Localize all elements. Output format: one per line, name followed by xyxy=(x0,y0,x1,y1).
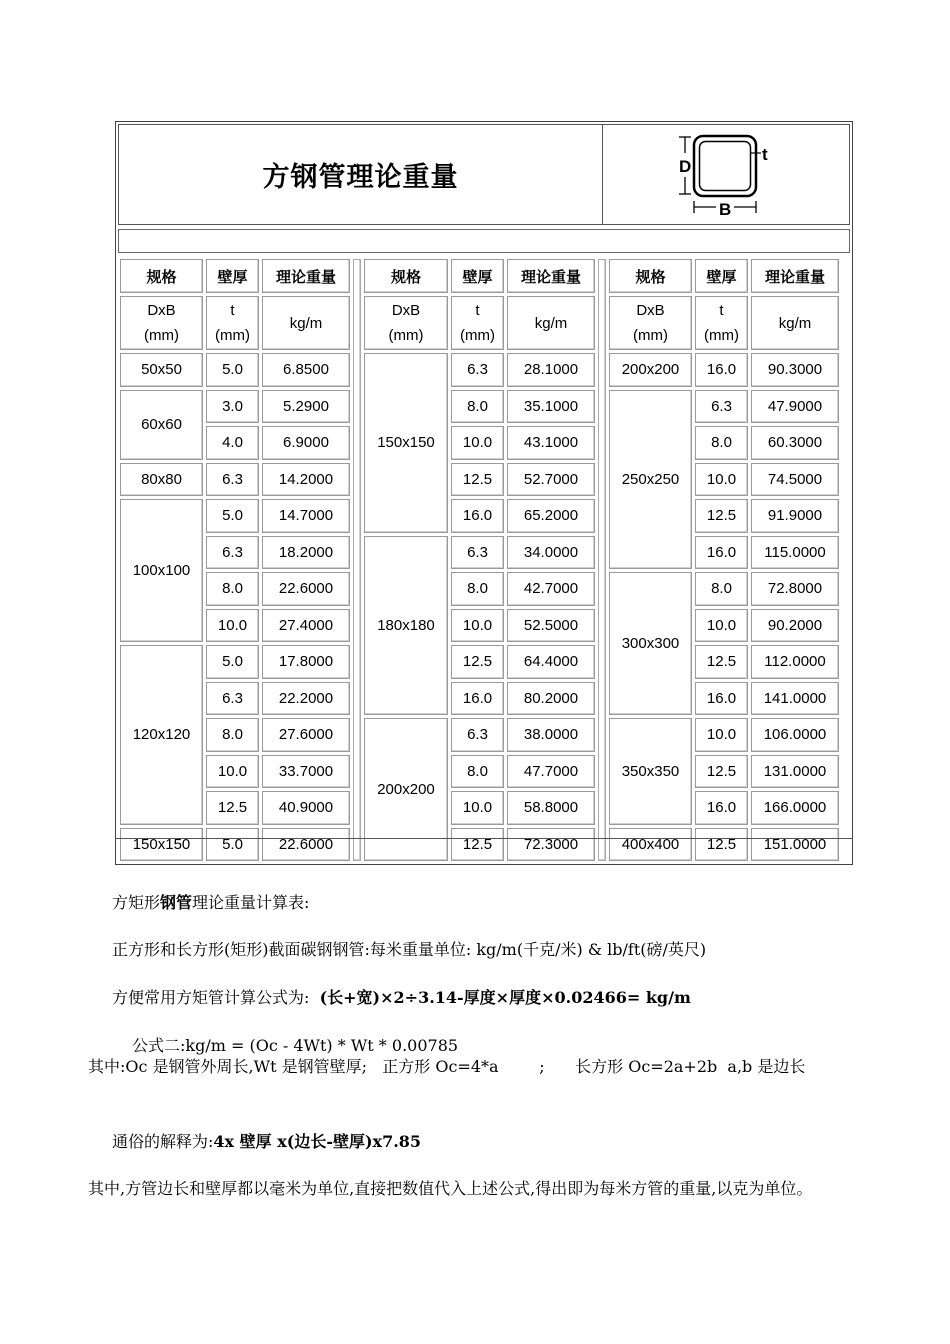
thickness-cell: 12.5 xyxy=(451,828,504,862)
weight-cell: 58.8000 xyxy=(507,791,595,825)
unit-dxb: DxB (mm) xyxy=(609,296,692,350)
weight-cell: 34.0000 xyxy=(507,536,595,570)
thickness-cell: 10.0 xyxy=(206,755,259,789)
spec-cell: 200x200 xyxy=(364,718,448,861)
label-d: D xyxy=(679,157,692,176)
thickness-cell: 8.0 xyxy=(206,572,259,606)
thickness-cell: 16.0 xyxy=(695,536,748,570)
thickness-cell: 8.0 xyxy=(695,426,748,460)
table-row xyxy=(120,390,839,424)
unit-t: t (mm) xyxy=(451,296,504,350)
thickness-cell: 10.0 xyxy=(206,609,259,643)
header-spec: 规格 xyxy=(364,259,448,293)
thickness-cell: 12.5 xyxy=(206,791,259,825)
thickness-cell: 12.5 xyxy=(451,645,504,679)
spec-cell: 300x300 xyxy=(609,572,692,715)
table-row xyxy=(120,463,839,497)
spec-cell: 80x80 xyxy=(120,463,203,497)
paragraph-units: 正方形和长方形(矩形)截面碳钢钢管:每米重量单位: kg/m(千克/米) & lb/ft(磅/英尺) xyxy=(112,940,707,959)
header-thickness: 壁厚 xyxy=(451,259,504,293)
thickness-cell: 5.0 xyxy=(206,499,259,533)
unit-t: t (mm) xyxy=(206,296,259,350)
weight-cell: 38.0000 xyxy=(507,718,595,752)
weight-cell: 22.6000 xyxy=(262,828,350,862)
label-b: B xyxy=(719,200,732,219)
spec-cell: 400x400 xyxy=(609,828,692,862)
spec-cell: 50x50 xyxy=(120,353,203,387)
weight-cell: 131.0000 xyxy=(751,755,839,789)
weight-cell: 60.3000 xyxy=(751,426,839,460)
unit-t: t (mm) xyxy=(695,296,748,350)
thickness-cell: 16.0 xyxy=(451,682,504,716)
header-spec: 规格 xyxy=(120,259,203,293)
weight-cell: 35.1000 xyxy=(507,390,595,424)
weight-cell: 72.8000 xyxy=(751,572,839,606)
thickness-cell: 12.5 xyxy=(695,755,748,789)
weight-cell: 115.0000 xyxy=(751,536,839,570)
thickness-cell: 10.0 xyxy=(695,718,748,752)
spec-cell: 180x180 xyxy=(364,536,448,716)
header-thickness: 壁厚 xyxy=(695,259,748,293)
table-row xyxy=(120,645,839,679)
header-spec: 规格 xyxy=(609,259,692,293)
thickness-cell: 12.5 xyxy=(695,645,748,679)
spec-cell: 250x250 xyxy=(609,390,692,570)
thickness-cell: 8.0 xyxy=(451,572,504,606)
page-title: 方钢管理论重量 xyxy=(262,162,459,193)
weight-cell: 72.3000 xyxy=(507,828,595,862)
table-row xyxy=(120,426,839,460)
weight-cell: 17.8000 xyxy=(262,645,350,679)
thickness-cell: 8.0 xyxy=(451,390,504,424)
thickness-cell: 8.0 xyxy=(206,718,259,752)
paragraph-notes: 其中,方管边长和壁厚都以毫米为单位,直接把数值代入上述公式,得出即为每米方管的重量,以克为单位。 xyxy=(88,1179,813,1198)
weight-cell: 5.2900 xyxy=(262,390,350,424)
table-row xyxy=(120,499,839,533)
spec-cell: 150x150 xyxy=(120,828,203,862)
weight-cell: 52.5000 xyxy=(507,609,595,643)
title-cell xyxy=(118,124,603,225)
paragraph-formula-1: 方便常用方矩管计算公式为: (长+宽)×2÷3.14-厚度×厚度×0.02466= kg/m xyxy=(112,988,691,1007)
paragraph-explanation: 通俗的解释为:4x 壁厚 x(边长-壁厚)x7.85 xyxy=(112,1132,422,1151)
spec-cell: 350x350 xyxy=(609,718,692,825)
spec-cell: 150x150 xyxy=(364,353,448,533)
thickness-cell: 12.5 xyxy=(695,828,748,862)
weight-cell: 18.2000 xyxy=(262,536,350,570)
spec-cell: 60x60 xyxy=(120,390,203,460)
thickness-cell: 6.3 xyxy=(451,536,504,570)
table-row xyxy=(120,718,839,752)
thickness-cell: 16.0 xyxy=(451,499,504,533)
thickness-cell: 6.3 xyxy=(695,390,748,424)
unit-kgm: kg/m xyxy=(507,296,595,350)
thickness-cell: 16.0 xyxy=(695,353,748,387)
weight-cell: 14.7000 xyxy=(262,499,350,533)
weight-cell: 27.4000 xyxy=(262,609,350,643)
weight-cell: 151.0000 xyxy=(751,828,839,862)
thickness-cell: 10.0 xyxy=(695,609,748,643)
thickness-cell: 6.3 xyxy=(206,536,259,570)
thickness-cell: 8.0 xyxy=(451,755,504,789)
unit-kgm: kg/m xyxy=(751,296,839,350)
table-row xyxy=(120,353,839,387)
thickness-cell: 6.3 xyxy=(206,463,259,497)
table-row xyxy=(120,572,839,606)
thickness-cell: 16.0 xyxy=(695,791,748,825)
thickness-cell: 12.5 xyxy=(451,463,504,497)
weight-cell: 33.7000 xyxy=(262,755,350,789)
weight-cell: 22.6000 xyxy=(262,572,350,606)
thickness-cell: 6.3 xyxy=(451,718,504,752)
weight-cell: 6.8500 xyxy=(262,353,350,387)
header-thickness: 壁厚 xyxy=(206,259,259,293)
weight-cell: 74.5000 xyxy=(751,463,839,497)
weight-cell: 90.2000 xyxy=(751,609,839,643)
weight-cell: 52.7000 xyxy=(507,463,595,497)
thickness-cell: 5.0 xyxy=(206,353,259,387)
thickness-cell: 10.0 xyxy=(451,791,504,825)
thickness-cell: 6.3 xyxy=(451,353,504,387)
label-t: t xyxy=(762,145,768,164)
unit-dxb: DxB (mm) xyxy=(364,296,448,350)
thickness-cell: 16.0 xyxy=(695,682,748,716)
weight-cell: 141.0000 xyxy=(751,682,839,716)
thickness-cell: 5.0 xyxy=(206,828,259,862)
weight-cell: 14.2000 xyxy=(262,463,350,497)
weight-cell: 28.1000 xyxy=(507,353,595,387)
unit-dxb: DxB (mm) xyxy=(120,296,203,350)
thickness-cell: 8.0 xyxy=(695,572,748,606)
column-separator xyxy=(598,259,606,861)
thickness-cell: 6.3 xyxy=(206,682,259,716)
header-weight: 理论重量 xyxy=(507,259,595,293)
header-weight: 理论重量 xyxy=(262,259,350,293)
weight-cell: 166.0000 xyxy=(751,791,839,825)
table-row xyxy=(120,682,839,716)
square-tube-cross-section-icon xyxy=(675,127,795,227)
thickness-cell: 12.5 xyxy=(695,499,748,533)
weight-cell: 80.2000 xyxy=(507,682,595,716)
spec-cell: 200x200 xyxy=(609,353,692,387)
paragraph-heading: 方矩形钢管理论重量计算表: xyxy=(112,893,310,912)
weight-cell: 22.2000 xyxy=(262,682,350,716)
weight-cell: 47.9000 xyxy=(751,390,839,424)
diagram-cell xyxy=(603,124,850,225)
weight-cell: 40.9000 xyxy=(262,791,350,825)
thickness-cell: 10.0 xyxy=(451,609,504,643)
column-separator xyxy=(353,259,361,861)
thickness-cell: 10.0 xyxy=(695,463,748,497)
thickness-cell: 3.0 xyxy=(206,390,259,424)
weight-cell: 27.6000 xyxy=(262,718,350,752)
table-spacer-top xyxy=(118,229,850,253)
weight-cell: 106.0000 xyxy=(751,718,839,752)
spec-cell: 100x100 xyxy=(120,499,203,642)
weight-cell: 6.9000 xyxy=(262,426,350,460)
table-row xyxy=(120,609,839,643)
header-weight: 理论重量 xyxy=(751,259,839,293)
weight-cell: 47.7000 xyxy=(507,755,595,789)
thickness-cell: 10.0 xyxy=(451,426,504,460)
table-row xyxy=(120,536,839,570)
weight-cell: 65.2000 xyxy=(507,499,595,533)
table-spacer-bottom xyxy=(115,838,853,865)
spec-cell: 120x120 xyxy=(120,645,203,825)
table-row xyxy=(120,791,839,825)
weight-table xyxy=(117,256,842,864)
table-row xyxy=(120,755,839,789)
unit-kgm: kg/m xyxy=(262,296,350,350)
weight-cell: 43.1000 xyxy=(507,426,595,460)
paragraph-definitions: 其中:Oc 是钢管外周长,Wt 是钢管壁厚; 正方形 Oc=4*a ; 长方形 Oc=2a+2b a,b 是边长 xyxy=(88,1057,806,1076)
thickness-cell: 5.0 xyxy=(206,645,259,679)
weight-cell: 42.7000 xyxy=(507,572,595,606)
weight-cell: 90.3000 xyxy=(751,353,839,387)
weight-cell: 91.9000 xyxy=(751,499,839,533)
thickness-cell: 4.0 xyxy=(206,426,259,460)
weight-cell: 64.4000 xyxy=(507,645,595,679)
paragraph-formula-2: 公式二:kg/m = (Oc - 4Wt) * Wt * 0.00785 xyxy=(132,1036,459,1055)
weight-cell: 112.0000 xyxy=(751,645,839,679)
